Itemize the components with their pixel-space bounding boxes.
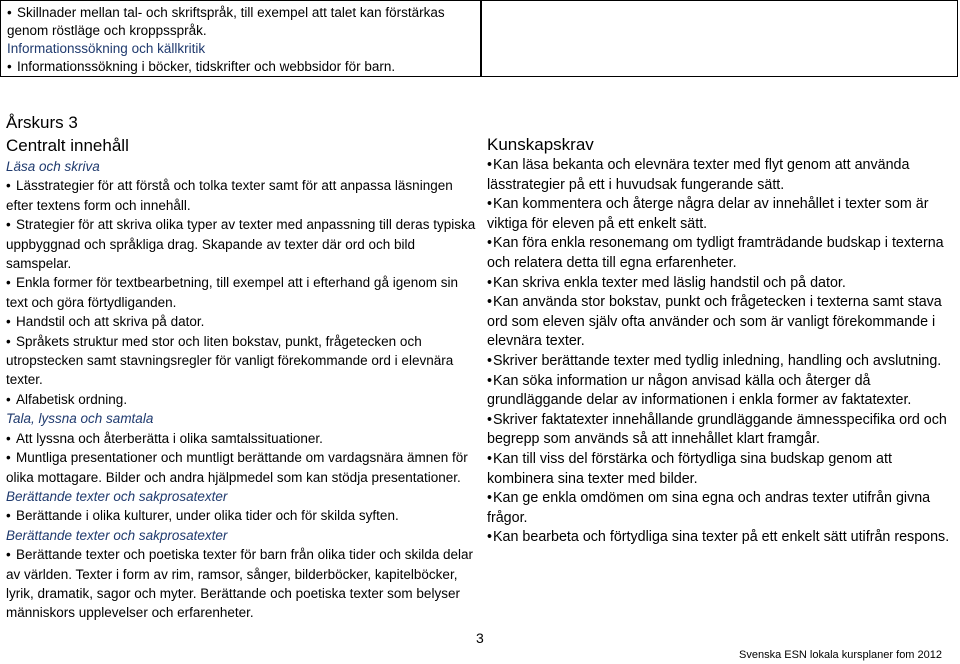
footer-text: Svenska ESN lokala kursplaner fom 2012 [739, 649, 942, 661]
bullet-icon: • [6, 314, 11, 330]
requirement-item: •Skriver berättande texter med tydlig inledning, handling och avslutning. [487, 352, 952, 372]
requirement-item: •Kan föra enkla resonemang om tydligt framträdande budskap i texterna och relatera detta till egna erfarenheter. [487, 235, 944, 271]
list-item: • Lässtrategier för att förstå och tolka texter samt för att anpassa läsningen efter textens form och innehåll. [6, 178, 453, 213]
requirement-item: •Kan bearbeta och förtydliga sina texter på ett enkelt sätt utifrån respons. [487, 528, 952, 548]
bullet-icon: • [6, 450, 11, 466]
left-column [6, 112, 478, 623]
right-heading: Kunskapskrav [487, 135, 594, 154]
requirement-item: •Skriver faktatexter innehållande grundläggande ämnesspecifika ord och begrepp som används så att innehållet klart framgår. [487, 411, 947, 448]
top-right-box [481, 0, 958, 77]
bullet-icon: • [6, 547, 11, 563]
top-bullet-1: • Skillnader mellan tal- och skriftspråk, till exempel att talet kan förstärkas genom röstläge och kroppsspråk. [7, 5, 445, 38]
section-title: Tala, lyssna och samtala [6, 411, 154, 427]
top-subheading: Informationssökning och källkritik [7, 41, 206, 56]
section-title: Berättande texter och sakprosatexter [6, 488, 228, 504]
list-item: • Berättande texter och poetiska texter för barn från olika tider och skilda delar av världen. Texter i form av rim, ramsor, sånger, bilderböcker, kapitelböcker, lyrik, dramatik, sagor och myter. Berättande och poetiska texter som belyser människors upplevelser och erfarenheter. [6, 547, 473, 621]
top-left-box [0, 0, 481, 77]
list-item: • Berättande i olika kulturer, under olika tider och för skilda syften. [6, 506, 478, 525]
requirement-item: •Kan söka information ur någon anvisad källa och återger då grundläggande delar av informationen i enkla former av faktatexter. [487, 372, 912, 409]
list-item: • Att lyssna och återberätta i olika samtalssituationer. [6, 429, 478, 448]
bullet-icon: • [6, 275, 11, 291]
list-item: • Enkla former för textbearbetning, till exempel att i efterhand gå igenom sin text och göra förtydliganden. [6, 275, 458, 310]
list-item: • Handstil och att skriva på dator. [6, 312, 478, 331]
bullet-icon: • [487, 196, 493, 213]
top-bullet-2: • Informationssökning i böcker, tidskrifter och webbsidor för barn. [7, 59, 396, 74]
bullet-icon: • [6, 217, 11, 233]
left-sections [6, 157, 478, 623]
bullet-icon: • [487, 235, 493, 252]
section-title: Berättande texter och sakprosatexter [6, 527, 228, 543]
section-title: Läsa och skriva [6, 159, 100, 174]
bullet-icon: • [487, 274, 493, 291]
right-column [487, 134, 952, 548]
list-item: • Språkets struktur med stor och liten bokstav, punkt, frågetecken och utropstecken samt stavningsregler för vanligt förekommande ord i elevnära texter. [6, 333, 454, 388]
requirement-item: •Kan skriva enkla texter med läslig handstil och på dator. [487, 274, 952, 294]
bullet-icon: • [6, 508, 11, 524]
list-item: • Strategier för att skriva olika typer av texter med anpassning till deras typiska uppbyggnad och språkliga drag. Skapande av texter där ord och bild samspelar. [6, 217, 476, 272]
bullet-icon: • [6, 178, 11, 194]
right-items [487, 156, 952, 548]
bullet-icon: • [487, 490, 493, 507]
requirement-item: •Kan kommentera och återge några delar av innehållet i texter som är viktiga för eleven på ett enkelt sätt. [487, 196, 929, 232]
bullet-icon: • [487, 529, 493, 546]
bullet-icon: • [487, 157, 493, 173]
bullet-icon: • [487, 450, 493, 467]
bullet-icon: • [6, 391, 11, 407]
bullet-icon: • [487, 411, 493, 428]
bullet-icon: • [6, 430, 11, 446]
page-number: 3 [476, 630, 484, 646]
requirement-item: •Kan till viss del förstärka och förtydliga sina budskap genom att kombinera sina texter med bilder. [487, 450, 892, 487]
list-item: • Alfabetisk ordning. [6, 390, 478, 409]
list-item: • Muntliga presentationer och muntligt berättande om vardagsnära ämnen för olika mottagare. Bilder och andra hjälpmedel som kan stödja presentationer. [6, 450, 468, 485]
requirement-item: •Kan ge enkla omdömen om sina egna och andras texter utifrån givna frågor. [487, 490, 931, 526]
requirement-item: •Kan läsa bekanta och elevnära texter med flyt genom att använda lässtrategier på ett i huvudsak fungerande sätt. [487, 157, 910, 193]
bullet-icon: • [487, 294, 493, 311]
bullet-icon: • [487, 372, 493, 389]
bullet-icon: • [6, 333, 11, 349]
year-title: Årskurs 3 [6, 113, 78, 132]
requirement-item: •Kan använda stor bokstav, punkt och frågetecken i texterna samt stava ord som eleven själv ofta använder och som är vanligt förekommande i elevnära texter. [487, 294, 942, 350]
bullet-icon: • [487, 352, 493, 369]
left-heading: Centralt innehåll [6, 136, 129, 155]
